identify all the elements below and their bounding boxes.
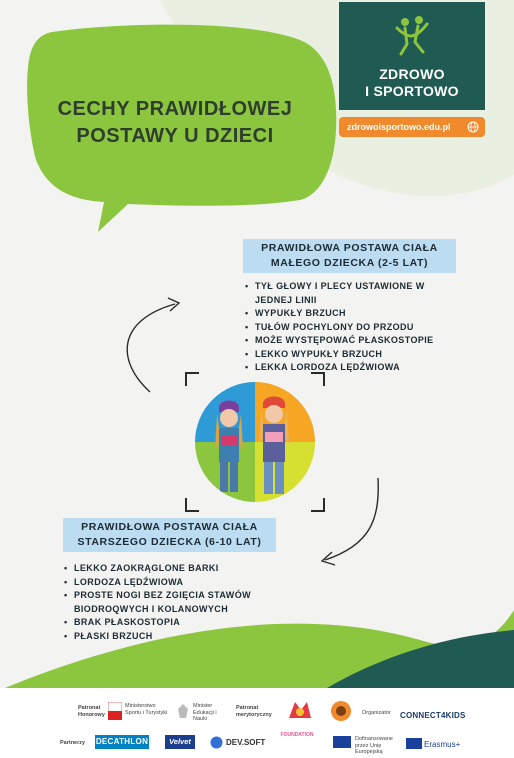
- devsoft-icon: [210, 736, 223, 749]
- list-item: • TUŁÓW POCHYLONY DO PRZODU: [245, 321, 445, 335]
- website-link[interactable]: [339, 117, 485, 137]
- partnerzy-label: Partnerzy: [60, 740, 86, 746]
- minister-edukacji-label: Minister Edukacji i Nauki: [193, 703, 217, 722]
- eu-flag-icon: [333, 736, 351, 748]
- kids-logo-icon: [287, 700, 313, 722]
- list-item: • BRAK PŁASKOSTOPIA: [64, 616, 274, 630]
- sponsors-footer: [0, 688, 514, 758]
- connect4kids-logo: CONNECT4KIDS: [400, 711, 466, 720]
- list-item: • WYPUKŁY BRZUCH: [245, 307, 445, 321]
- devsoft-logo: DEV.SOFT: [226, 738, 266, 747]
- velvet-logo: Velvet: [165, 735, 195, 749]
- website-url: zdrowoisportowo.edu.pl: [347, 122, 451, 132]
- list-item: • LEKKA LORDOZA LĘDŹWIOWA: [245, 361, 445, 375]
- globe-icon: [467, 121, 479, 133]
- list-item: • LEKKO ZAOKRĄGLONE BARKI: [64, 562, 274, 576]
- brand-line-1: ZDROWO: [379, 66, 445, 82]
- children-photo: [193, 380, 317, 504]
- erasmus-flag-icon: [406, 738, 422, 749]
- brand-line-2: I SPORTOWO: [365, 83, 459, 99]
- children-photo-frame: [185, 372, 325, 512]
- foundation-logo: FOUNDATION: [280, 732, 314, 738]
- brand-name: [339, 66, 485, 100]
- mascot-logo-icon: [330, 700, 352, 722]
- eagle-emblem-icon: [176, 702, 190, 720]
- eu-funding-label: Dofinansowane przez Unię Europejską: [355, 736, 393, 755]
- older-child-header: PRAWIDŁOWA POSTAWA CIAŁA STARSZEGO DZIECKA (6-10 LAT): [63, 518, 276, 552]
- patronat-honorowy-label: Patronat Honorowy: [78, 705, 105, 718]
- list-item: • LEKKO WYPUKŁY BRZUCH: [245, 348, 445, 362]
- patronat-merytoryczny-label: Patronat merytoryczny: [236, 705, 272, 718]
- polish-eagle-icon: [108, 702, 122, 720]
- list-item: • TYŁ GŁOWY I PLECY USTAWIONE W JEDNEJ LINII: [245, 280, 445, 307]
- young-child-header: PRAWIDŁOWA POSTAWA CIAŁA MAŁEGO DZIECKA (2-5 LAT): [243, 239, 456, 273]
- list-item: • PROSTE NOGI BEZ ZGIĘCIA STAWÓW BIODROQWYCH I KOLANOWYCH: [64, 589, 274, 616]
- jumping-people-icon: [391, 14, 433, 56]
- young-child-list: [245, 280, 445, 375]
- organizator-label: Organizator: [362, 710, 391, 716]
- decathlon-logo: DECATHLON: [95, 735, 149, 749]
- erasmus-logo: Erasmus+: [424, 740, 461, 749]
- older-child-list: [64, 562, 274, 643]
- list-item: • MOŻE WYSTĘPOWAĆ PŁASKOSTOPIE: [245, 334, 445, 348]
- ministerstwo-label: Ministerstwo Sportu i Turystyki: [125, 703, 168, 716]
- list-item: • LORDOZA LĘDŹWIOWA: [64, 576, 274, 590]
- list-item: • PŁASKI BRZUCH: [64, 630, 274, 644]
- logo-card: [339, 2, 485, 110]
- page-title: CECHY PRAWIDŁOWEJ POSTAWY U DZIECI: [57, 98, 293, 147]
